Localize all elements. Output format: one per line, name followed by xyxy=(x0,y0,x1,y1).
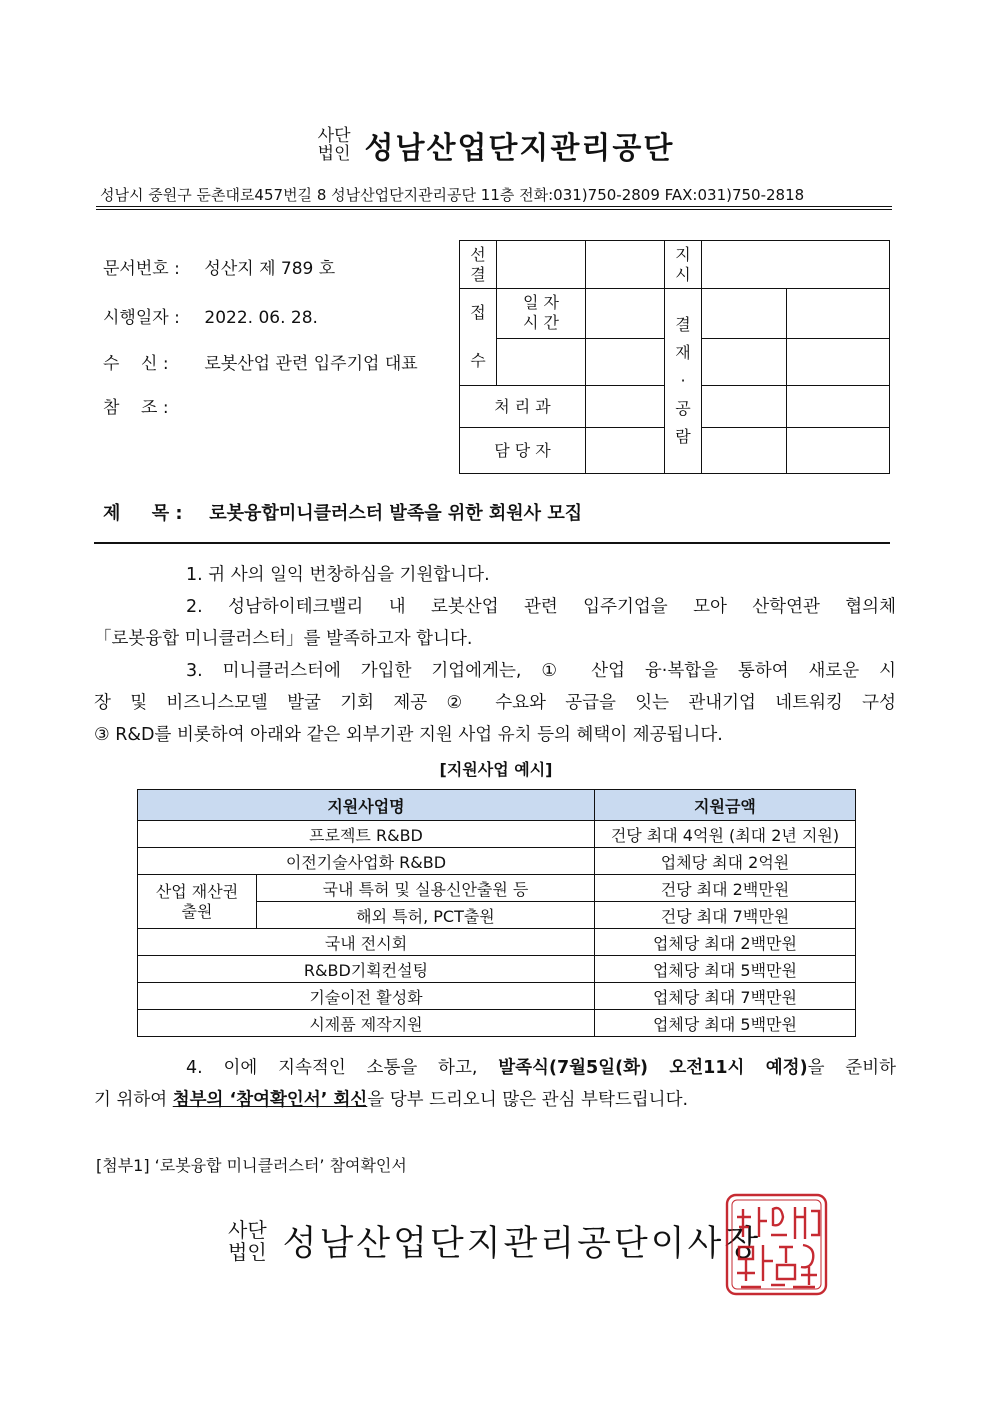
corp-type-top: 사단 xyxy=(317,126,351,146)
doc-number: 성산지 제 789 호 xyxy=(204,259,336,279)
approval-cell xyxy=(586,386,665,428)
cheorigwa-label: 처 리 과 xyxy=(460,386,586,428)
org-name: 성남산업단지관리공단 xyxy=(364,131,675,166)
approval-cell xyxy=(497,338,586,385)
row-name: R&BD기획컨설팅 xyxy=(138,956,595,983)
date-line xyxy=(103,303,318,328)
approval-cell xyxy=(702,428,787,474)
recipient: 로봇산업 관련 입주기업 대표 xyxy=(204,354,418,374)
table-header-row xyxy=(138,790,856,821)
jeop-label: 접 xyxy=(470,303,486,322)
row-name: 국내 전시회 xyxy=(138,929,595,956)
attachment-note: [첨부1] ‘로봇융합 미니클러스터’ 참여확인서 xyxy=(96,1156,407,1175)
p4-line2-pre: 기 위하여 xyxy=(94,1090,173,1110)
org-address: 성남시 중원구 둔촌대로457번길 8 성남산업단지관리공단 11층 전화:031)750-2809 FAX:031)750-2818 xyxy=(100,186,805,204)
approval-cell xyxy=(497,241,586,289)
paragraph-2-line-1: 2. 성남하이테크밸리 내 로봇산업 관련 입주기업을 모아 산학연관 협의체 xyxy=(186,597,896,617)
row-amount: 업체당 최대 2백만원 xyxy=(594,929,855,956)
letterhead xyxy=(0,123,992,167)
row-name: 기술이전 활성화 xyxy=(138,983,595,1010)
corp-type-bottom: 법인 xyxy=(317,144,351,164)
table-row xyxy=(138,1010,856,1037)
approval-cell xyxy=(702,386,787,428)
p4-line2-bold: 첨부의 ‘참여확인서’ 회신 xyxy=(172,1090,368,1110)
reference-label: 참 조 : xyxy=(103,398,169,418)
recipient-line xyxy=(103,349,418,374)
p4-line1-bold: 발족식(7월5일(화) 오전11시 예정) xyxy=(498,1058,808,1078)
table-row xyxy=(138,848,856,875)
official-seal-icon xyxy=(723,1191,830,1298)
sigan-label: 시 간 xyxy=(523,313,559,333)
table-row xyxy=(138,956,856,983)
approval-cell xyxy=(787,338,890,385)
col-header-amount: 지원금액 xyxy=(594,790,855,821)
subject-label: 제 목 : xyxy=(103,503,183,524)
paragraph-4-line-1 xyxy=(94,1052,896,1084)
approval-cell xyxy=(787,386,890,428)
approval-cell xyxy=(702,338,787,385)
su-label: 수 xyxy=(470,351,486,370)
support-table-title: [지원사업 예시] xyxy=(439,760,553,779)
doc-number-line xyxy=(103,254,335,279)
sig-corp-type-top: 사단 xyxy=(228,1218,267,1242)
paragraph-4-line-2 xyxy=(94,1084,896,1116)
doc-number-label: 문서번호 : xyxy=(103,259,180,279)
date-time-cell xyxy=(497,289,586,339)
jeopsu-cell xyxy=(460,289,497,386)
approval-cell xyxy=(586,338,665,385)
row-name: 시제품 제작지원 xyxy=(138,1010,595,1037)
damdangja-label: 담 당 자 xyxy=(460,428,586,474)
row-amount: 업체당 최대 5백만원 xyxy=(594,1010,855,1037)
signature-name: 성남산업단지관리공단이사장 xyxy=(282,1224,762,1264)
paragraph-1: 1. 귀 사의 일익 번창하심을 기원합니다. xyxy=(186,565,490,585)
approval-cell xyxy=(702,289,787,339)
table-row xyxy=(138,929,856,956)
row-amount: 건당 최대 2백만원 xyxy=(594,875,855,902)
paragraph-3-line-2: 장 및 비즈니스모델 발굴 기회 제공 ② 수요와 공급을 잇는 관내기업 네트워킹 구성 xyxy=(94,693,896,713)
row-name: 국내 특허 및 실용신안출원 등 xyxy=(257,875,595,902)
ilja-label: 일 자 xyxy=(523,293,559,313)
table-row xyxy=(138,875,856,902)
recipient-label: 수 신 : xyxy=(103,354,169,374)
approval-cell xyxy=(702,241,890,289)
date-value: 2022. 06. 28. xyxy=(204,308,318,328)
sig-corp-type-bottom: 법인 xyxy=(228,1240,267,1264)
col-header-name: 지원사업명 xyxy=(138,790,595,821)
p4-line2-post: 을 당부 드리오니 많은 관심 부탁드립니다. xyxy=(367,1090,689,1110)
p4-line1-post: 을 준비하 xyxy=(807,1058,897,1078)
jisi-label: 지 시 xyxy=(665,241,702,289)
subject-text: 로봇융합미니클러스터 발족을 위한 회원사 모집 xyxy=(209,503,583,524)
approval-box xyxy=(459,240,890,474)
paragraph-2-line-2: 「로봇융합 미니클러스터」를 발족하고자 합니다. xyxy=(94,629,473,649)
row-amount: 업체당 최대 5백만원 xyxy=(594,956,855,983)
approval-cell xyxy=(586,241,665,289)
group-label xyxy=(138,875,257,929)
group-label-line-1: 산업 재산권 xyxy=(155,881,239,901)
approval-cell xyxy=(787,289,890,339)
table-row xyxy=(138,821,856,848)
subject-rule xyxy=(94,542,890,544)
table-row xyxy=(138,983,856,1010)
row-name: 해외 특허, PCT출원 xyxy=(257,902,595,929)
header-rule-top xyxy=(96,206,892,207)
approval-cell xyxy=(586,428,665,474)
row-name: 이전기술사업화 R&BD xyxy=(138,848,595,875)
approval-cell xyxy=(586,289,665,339)
corp-type xyxy=(318,127,351,163)
paragraph-3-line-1: 3. 미니클러스터에 가입한 기업에게는, ① 산업 융·복합을 통하여 새로운 시 xyxy=(186,661,896,681)
gyeoljae-label: 결 재 · 공 람 xyxy=(665,289,702,474)
row-amount: 업체당 최대 7백만원 xyxy=(594,983,855,1010)
header-rule-bottom xyxy=(96,209,892,210)
row-name: 프로젝트 R&BD xyxy=(138,821,595,848)
subject-line xyxy=(103,499,582,525)
group-label-line-2: 출원 xyxy=(181,901,213,921)
sig-corp-type xyxy=(228,1219,267,1263)
p4-line1-pre: 4. 이에 지속적인 소통을 하고, xyxy=(186,1058,499,1078)
date-label: 시행일자 : xyxy=(103,308,180,328)
row-amount: 건당 최대 4억원 (최대 2년 지원) xyxy=(594,821,855,848)
seongyeol-label: 선 결 xyxy=(460,241,497,289)
approval-cell xyxy=(787,428,890,474)
row-amount: 건당 최대 7백만원 xyxy=(594,902,855,929)
signature-block xyxy=(228,1216,761,1266)
paragraph-3-line-3: ③ R&D를 비롯하여 아래와 같은 외부기관 지원 사업 유치 등의 혜택이 제공됩니다. xyxy=(94,725,723,745)
support-table xyxy=(137,789,856,1037)
reference-line xyxy=(103,393,199,418)
row-amount: 업체당 최대 2억원 xyxy=(594,848,855,875)
